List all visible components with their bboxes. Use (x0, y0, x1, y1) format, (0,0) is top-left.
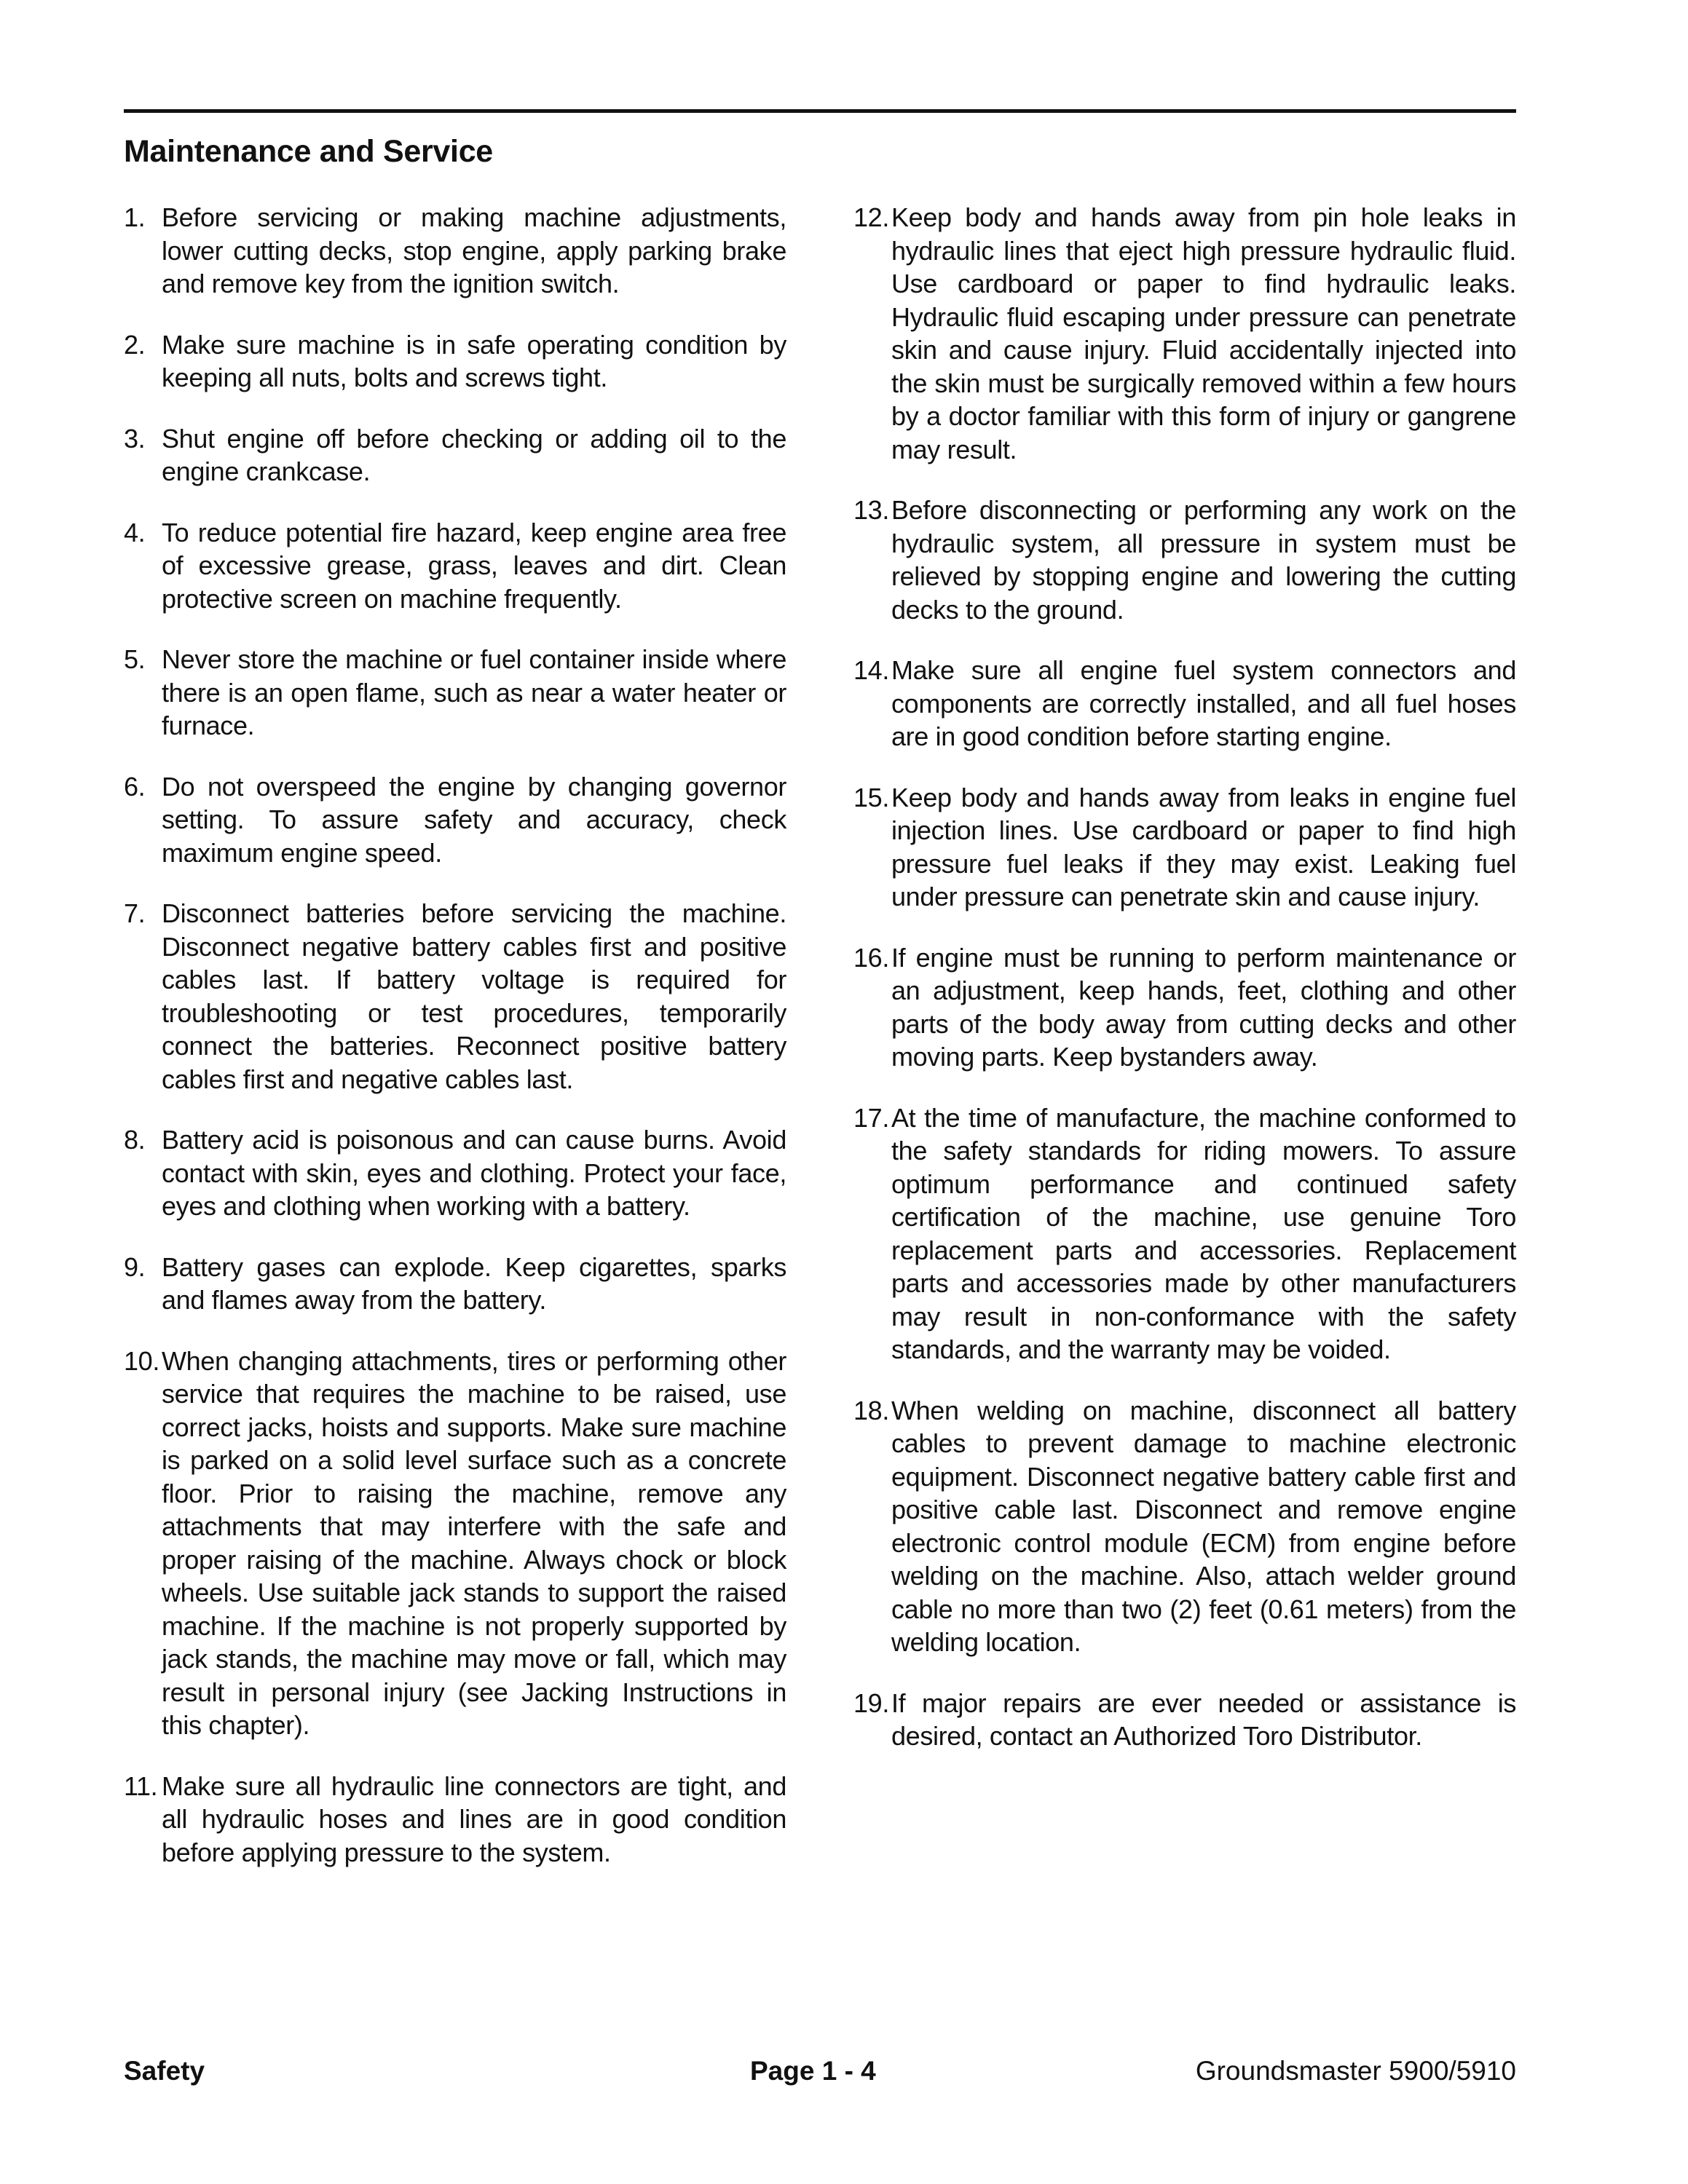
list-item-8 (124, 1123, 786, 1223)
list-item-19 (853, 1687, 1516, 1753)
item-text: Make sure all engine fuel system connectors and components are correctly installed, and all fuel hoses are in good condition before starting engine. (891, 655, 1516, 751)
footer-section-name: Safety (124, 2056, 205, 2086)
item-text: Battery gases can explode. Keep cigarettes, sparks and flames away from the battery. (162, 1251, 786, 1315)
list-item-11 (124, 1770, 786, 1870)
item-text: When welding on machine, disconnect all battery cables to prevent damage to machine electronic equipment. Disconnect negative battery cable first and positive cable last. Disconnect and remove engine electronic control module (ECM) from engine before welding on the machine. Also, attach welder ground cable no more than two (2) feet (0.61 meters) from the welding location. (891, 1395, 1516, 1657)
list-item-17 (853, 1101, 1516, 1366)
item-text: Do not overspeed the engine by changing governor setting. To assure safety and accuracy, check maximum engine speed. (162, 771, 786, 868)
item-number: 2. (124, 329, 146, 360)
item-text: If major repairs are ever needed or assistance is desired, contact an Authorized Toro Distributor. (891, 1688, 1516, 1751)
right-column (853, 201, 1516, 1781)
item-number: 7. (124, 898, 146, 928)
left-column (124, 201, 786, 1896)
item-number: 6. (124, 771, 146, 802)
item-number: 18. (853, 1395, 889, 1425)
item-text: Battery acid is poisonous and can cause burns. Avoid contact with skin, eyes and clothing. Protect your face, eyes and clothing when working with a battery. (162, 1125, 786, 1221)
item-number: 14. (853, 655, 889, 685)
item-text: At the time of manufacture, the machine conformed to the safety standards for riding mowers. To assure optimum performance and continued safety certification of the machine, use genuine Toro replacement parts and accessories. Replacement parts and accessories made by other manufacturers may result in non-conformance with the safety standards, and the warranty may be voided. (891, 1102, 1516, 1364)
footer-product-name: Groundsmaster 5900/5910 (1195, 2056, 1516, 2086)
section-title: Maintenance and Service (124, 134, 493, 169)
list-item-15 (853, 781, 1516, 914)
footer-page-number: Page 1 - 4 (750, 2056, 876, 2086)
item-text: Shut engine off before checking or adding oil to the engine crankcase. (162, 423, 786, 486)
list-item-5 (124, 643, 786, 743)
list-item-12 (853, 201, 1516, 466)
item-number: 4. (124, 517, 146, 547)
list-item-9 (124, 1251, 786, 1317)
item-number: 15. (853, 782, 889, 812)
list-item-6 (124, 770, 786, 870)
item-number: 16. (853, 942, 889, 973)
item-number: 9. (124, 1251, 146, 1282)
item-text: When changing attachments, tires or performing other service that requires the machine to be raised, use correct jacks, hoists and supports. Make sure machine is parked on a solid level surface such as a concrete floor. Prior to raising the machine, remove any attachments that may interfere with the safe and proper raising of the machine. Always chock or block wheels. Use suitable jack stands to support the raised machine. If the machine is not properly supported by jack stands, the machine may move or fall, which may result in personal injury (see Jacking Instructions in this chapter). (162, 1345, 786, 1740)
item-text: To reduce potential fire hazard, keep engine area free of excessive grease, grass, leaves and dirt. Clean protective screen on machine frequently. (162, 517, 786, 614)
top-rule (124, 109, 1516, 113)
item-number: 10. (124, 1345, 159, 1376)
list-item-7 (124, 897, 786, 1096)
item-text: Before servicing or making machine adjustments, lower cutting decks, stop engine, apply parking brake and remove key from the ignition switch. (162, 202, 786, 298)
item-number: 13. (853, 495, 889, 525)
item-text: Make sure machine is in safe operating condition by keeping all nuts, bolts and screws tight. (162, 329, 786, 392)
list-item-3 (124, 422, 786, 488)
list-item-13 (853, 494, 1516, 626)
item-text: Keep body and hands away from leaks in engine fuel injection lines. Use cardboard or paper to find high pressure fuel leaks if they may exist. Leaking fuel under pressure can penetrate skin and cause injury. (891, 782, 1516, 911)
item-text: Before disconnecting or performing any work on the hydraulic system, all pressure in system must be relieved by stopping engine and lowering the cutting decks to the ground. (891, 495, 1516, 625)
item-number: 3. (124, 423, 146, 454)
item-number: 5. (124, 644, 146, 674)
list-item-10 (124, 1345, 786, 1742)
item-number: 11. (124, 1770, 158, 1801)
item-number: 17. (853, 1102, 889, 1133)
list-item-18 (853, 1394, 1516, 1659)
item-text: Keep body and hands away from pin hole leaks in hydraulic lines that eject high pressure hydraulic fluid. Use cardboard or paper to find hydraulic leaks. Hydraulic fluid escaping under pressure can penetrate skin and cause injury. Fluid accidentally injected into the skin must be surgically removed within a few hours by a doctor familiar with this form of injury or gangrene may result. (891, 202, 1516, 464)
item-text: Disconnect batteries before servicing the machine. Disconnect negative battery cables first and positive cables last. If battery voltage is required for troubleshooting or test procedures, temporarily connect the batteries. Reconnect positive battery cables first and negative cables last. (162, 898, 786, 1094)
list-item-14 (853, 654, 1516, 753)
list-item-1 (124, 201, 786, 301)
item-number: 19. (853, 1688, 889, 1718)
item-number: 8. (124, 1125, 146, 1155)
list-item-2 (124, 328, 786, 395)
item-number: 12. (853, 202, 889, 232)
list-item-4 (124, 516, 786, 616)
item-text: Never store the machine or fuel container inside where there is an open flame, such as near a water heater or furnace. (162, 644, 786, 740)
item-text: If engine must be running to perform maintenance or an adjustment, keep hands, feet, clothing and other parts of the body away from cutting decks and other moving parts. Keep bystanders away. (891, 942, 1516, 1072)
item-text: Make sure all hydraulic line connectors are tight, and all hydraulic hoses and lines are in good condition before applying pressure to the system. (162, 1770, 786, 1867)
item-number: 1. (124, 202, 146, 232)
list-item-16 (853, 941, 1516, 1074)
